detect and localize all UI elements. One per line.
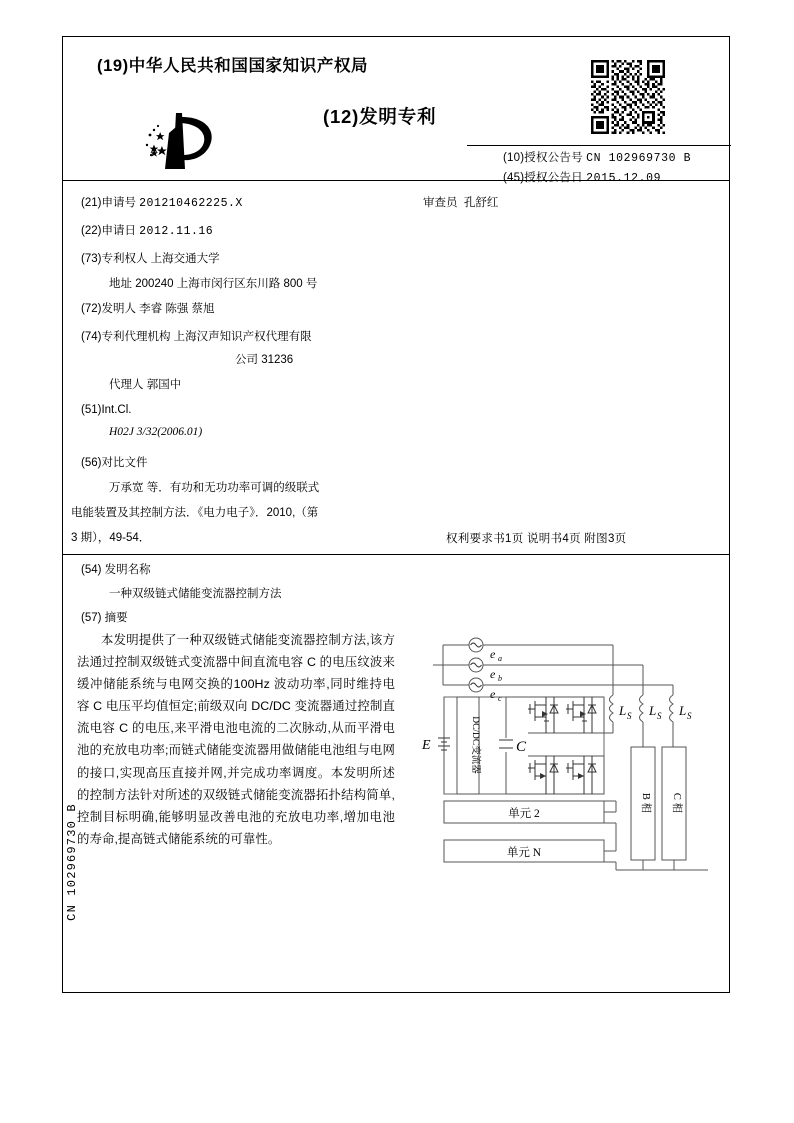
circuit-diagram bbox=[418, 625, 728, 890]
references-row bbox=[81, 454, 147, 470]
examiner-value: 孔舒红 bbox=[463, 197, 499, 209]
grant-number-code: (10) bbox=[503, 152, 525, 164]
kind-code: (12) bbox=[323, 106, 360, 127]
intcl-row bbox=[81, 404, 132, 416]
source-a-sub: a bbox=[498, 654, 502, 663]
kind-name: 发明专利 bbox=[359, 106, 437, 127]
source-c-label: e bbox=[490, 687, 496, 701]
agent-label: 代理人 bbox=[109, 379, 144, 391]
reference-line-2: 电能装置及其控制方法．《电力电子》．2010,（第 bbox=[71, 507, 319, 519]
phase-b-label: B 相 bbox=[640, 792, 651, 814]
abstract-code: (57) bbox=[81, 612, 102, 624]
application-date-value: 2012.11.16 bbox=[139, 225, 214, 238]
agent-value: 郭国中 bbox=[146, 379, 182, 391]
abstract-divider bbox=[63, 554, 729, 555]
patent-kind-header bbox=[323, 103, 436, 129]
application-date-row bbox=[81, 222, 213, 238]
reference-line-1: 万承宽 等．有功和无功功率可调的级联式 bbox=[109, 482, 320, 494]
grant-date-value: 2015.12.09 bbox=[586, 172, 662, 185]
grant-number-line bbox=[503, 149, 691, 165]
inductor-b-label: L bbox=[649, 703, 657, 718]
inventor-value: 李睿 陈强 蔡旭 bbox=[139, 303, 215, 315]
assignee-value: 上海交通大学 bbox=[150, 253, 220, 265]
document-frame bbox=[62, 36, 730, 993]
office-name: 中华人民共和国国家知识产权局 bbox=[128, 57, 369, 75]
office-header bbox=[97, 52, 368, 76]
qr-code bbox=[591, 60, 665, 134]
agent-row bbox=[109, 376, 181, 392]
address-row bbox=[109, 275, 317, 291]
dcdc-label: DC/DC变流器 bbox=[470, 716, 480, 774]
intcl-label: Int.Cl. bbox=[101, 404, 132, 416]
source-b-sub: b bbox=[498, 674, 502, 683]
grant-number-label: 授权公告号 bbox=[524, 152, 583, 164]
diode-bottom-left-icon bbox=[550, 756, 558, 794]
agency-row bbox=[81, 328, 312, 344]
source-c-sub: c bbox=[498, 694, 502, 703]
inductor-b-sub: S bbox=[657, 711, 662, 721]
page-count-line: 权利要求书1页 说明书4页 附图3页 bbox=[446, 533, 627, 545]
inductor-a-label: L bbox=[619, 703, 627, 718]
side-publication-number: CN 102969730 B bbox=[65, 803, 79, 921]
capacitor-icon bbox=[499, 740, 513, 748]
inductor-c-label: L bbox=[679, 703, 687, 718]
diode-top-left-icon bbox=[550, 697, 558, 733]
unit-n-label: 单元 N bbox=[506, 847, 542, 859]
address-value: 200240 上海市闵行区东川路 800 号 bbox=[135, 278, 318, 290]
grant-date-code: (45) bbox=[503, 172, 525, 184]
inductor-b-icon bbox=[640, 695, 644, 747]
igbt-top-left-icon bbox=[528, 697, 549, 733]
diode-top-right-icon bbox=[588, 697, 596, 733]
agency-value: 上海汉声知识产权代理有限 bbox=[173, 331, 312, 343]
header-divider bbox=[63, 180, 729, 181]
grant-date-label: 授权公告日 bbox=[524, 172, 583, 184]
inductor-c-sub: S bbox=[687, 711, 692, 721]
intcl-value: H02J 3/32(2006.01) bbox=[109, 426, 203, 438]
inventor-label: 发明人 bbox=[101, 303, 136, 315]
examiner-row bbox=[423, 194, 498, 210]
application-number-label: 申请号 bbox=[101, 197, 136, 209]
invention-title-header bbox=[81, 561, 151, 577]
assignee-row bbox=[81, 250, 220, 266]
grant-number-value: CN 102969730 B bbox=[586, 152, 692, 165]
application-number-value: 201210462225.X bbox=[139, 197, 243, 210]
agency-code: (74) bbox=[81, 331, 102, 343]
address-label: 地址 bbox=[109, 278, 132, 290]
inductor-a-icon bbox=[610, 695, 614, 733]
abstract-header bbox=[81, 609, 128, 625]
igbt-bottom-left-icon bbox=[528, 756, 546, 794]
inductor-a-sub: S bbox=[627, 711, 632, 721]
assignee-label: 专利权人 bbox=[101, 253, 148, 265]
igbt-bottom-right-icon bbox=[566, 756, 584, 794]
abstract-label: 摘要 bbox=[104, 612, 128, 624]
igbt-top-right-icon bbox=[566, 697, 587, 733]
assignee-code: (73) bbox=[81, 253, 102, 265]
application-date-label: 申请日 bbox=[101, 225, 136, 237]
source-a-label: e bbox=[490, 647, 496, 661]
references-label: 对比文件 bbox=[101, 457, 148, 469]
diode-bottom-right-icon bbox=[588, 756, 596, 794]
reference-line-3: 3 期），49-54． bbox=[71, 532, 151, 544]
intcl-code: (51) bbox=[81, 404, 102, 416]
source-b-label: e bbox=[490, 667, 496, 681]
inventor-row bbox=[81, 300, 215, 316]
abstract-text: 本发明提供了一种双级链式储能变流器控制方法,该方法通过控制双级链式变流器中间直流电容 C 的电压纹波来缓冲储能系统与电网交换的100Hz 波动功率,同时维持电容 C 电压平均值恒定;前级双向 DC/DC 变流器通过控制直流电容 C 的电压,来平滑电池电流的二次脉动,从而平滑电池的充放电功率;而链式储能变流器用做储能电池组与电网的接口,实现高压直接并网,并完成功率调度。本发明所述的控制方法针对所述的双级链式储能变流器拓扑结构简单,控制目标明确,能够明显改善电池的充放电功率,增加电池的寿命,提高链式储能系统的可靠性。 bbox=[77, 633, 395, 846]
page-title: 一种双级链式储能变流器控制方法 bbox=[109, 588, 282, 600]
inventor-code: (72) bbox=[81, 303, 102, 315]
application-number-code: (21) bbox=[81, 197, 102, 209]
application-date-code: (22) bbox=[81, 225, 102, 237]
unit-2-label: 单元 2 bbox=[508, 808, 540, 820]
agency-label: 专利代理机构 bbox=[101, 331, 171, 343]
references-code: (56) bbox=[81, 457, 102, 469]
invention-title-label: 发明名称 bbox=[104, 564, 151, 576]
battery-label: E bbox=[422, 738, 431, 753]
examiner-label: 审查员 bbox=[423, 197, 458, 209]
agency-row-continued: 公司 31236 bbox=[235, 354, 294, 366]
office-code: (19) bbox=[97, 57, 129, 75]
inductor-c-icon bbox=[670, 695, 674, 747]
application-number-row bbox=[81, 194, 243, 210]
phase-c-label: C 相 bbox=[671, 792, 682, 814]
publication-box-rule bbox=[467, 145, 731, 146]
grant-date-line bbox=[503, 169, 661, 185]
invention-title-code: (54) bbox=[81, 564, 102, 576]
capacitor-label: C bbox=[516, 739, 527, 755]
cnipa-emblem-icon bbox=[136, 111, 234, 177]
